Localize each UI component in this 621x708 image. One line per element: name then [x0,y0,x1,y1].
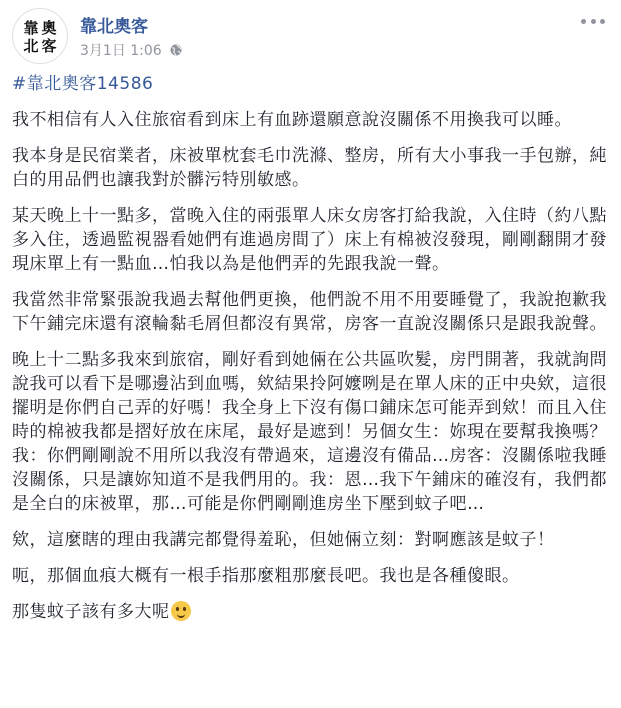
post-paragraph: 我不相信有人入住旅宿看到床上有血跡還願意說沒關係不用換我可以睡。 [12,110,572,130]
post-paragraph: 晚上十二點多我來到旅宿，剛好看到她倆在公共區吹髮，房門開著，我就詢問說我可以看下是哪邊沾到血嗎，欸結果拎阿嬤咧是在單人床的正中央欸，這很擺明是你們自己弄的好嗎！我全身上下沒有傷口鋪床怎可能弄到欸！而且入住時的棉被我都是摺好放在床尾，最好是遮到！另個女生：妳現在要幫我換嗎？我：你們剛剛說不用所以我沒有帶過來，這邊沒有備品…房客：沒關係啦我睡沒關係，只是讓妳知道不是我們用的。我：恩…我下午鋪床的確沒有，我們都是全白的床被單，那…可能是你們剛剛進房坐下壓到蚊子吧… [12,350,607,514]
post-meta [80,40,182,60]
post-header [12,8,609,68]
avatar-char: 靠 [23,18,39,37]
post-paragraph: 我本身是民宿業者，床被單枕套毛巾洗滌、整房，所有大小事我一手包辦，純白的用品們也讓我對於髒污特別敏感。 [12,146,607,190]
post-paragraph: 呃，那個血痕大概有一根手指那麼粗那麼長吧。我也是各種傻眼。 [12,566,520,586]
avatar-logo [22,18,58,54]
closing-paragraph [12,600,612,624]
post-paragraph: 欸，這麼瞎的理由我講完都覺得羞恥，但她倆立刻：對啊應該是蚊子！ [12,530,555,550]
avatar-char: 客 [41,36,57,55]
thinking-face-emoji [171,601,191,621]
post-paragraph: 某天晚上十一點多，當晚入住的兩張單人床女房客打給我說，入住時（約八點多入住，透過監視器看她們有進過房間了）床上有棉被沒發現，剛剛翻開才發現床單上有一點血…怕我以為是他們弄的先跟我說一聲。 [12,206,607,274]
avatar[interactable] [12,8,68,64]
page-name-link[interactable]: 靠北奧客 [80,17,148,37]
avatar-char: 北 [23,36,39,55]
avatar-char: 奧 [41,18,57,37]
post-body [12,72,612,636]
post-timestamp[interactable]: 3月1日 1:06 [80,43,162,59]
post-paragraph: 我當然非常緊張說我過去幫他們更換，他們說不用不用要睡覺了，我說抱歉我下午鋪完床還有滾輪黏毛屑但都沒有異常，房客一直說沒關係只是跟我說聲。 [12,290,607,334]
closing-line: 那隻蚊子該有多大呢 [12,602,170,622]
globe-icon [170,44,182,56]
more-options-icon[interactable] [581,14,605,28]
hashtag-link[interactable]: #靠北奧客14586 [12,74,154,94]
